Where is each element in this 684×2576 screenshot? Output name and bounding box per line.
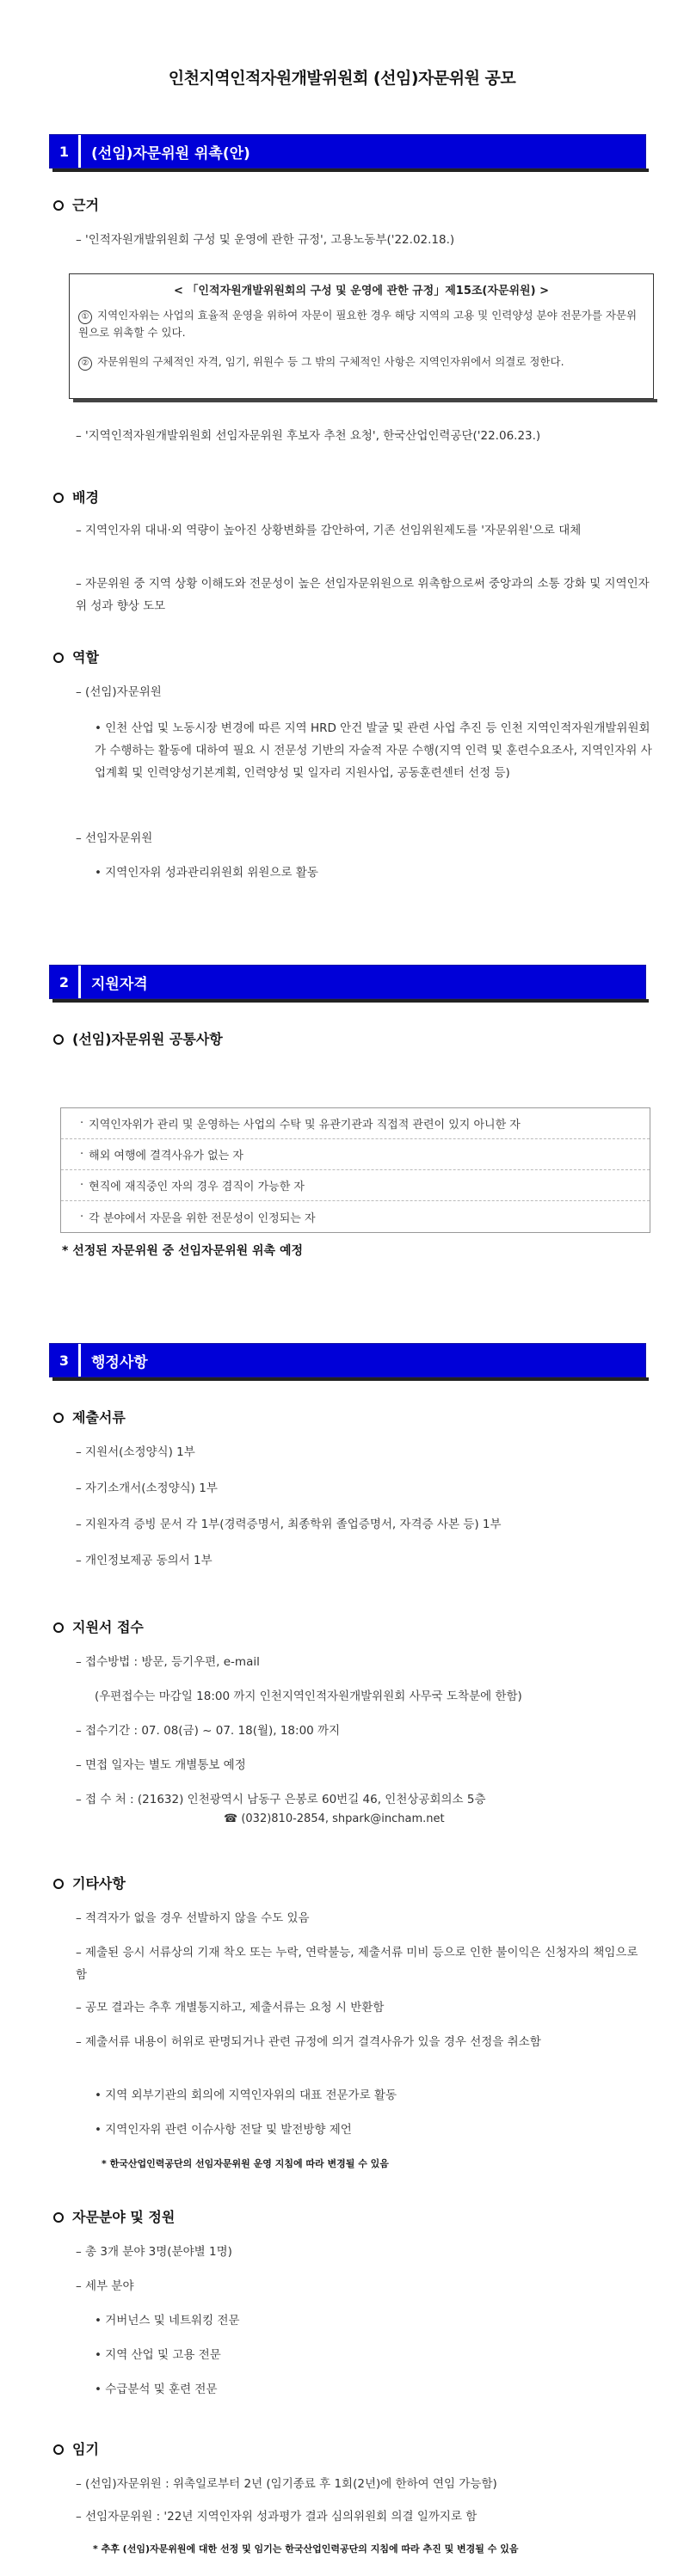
document-item: – 지원서(소정양식) 1부 <box>76 1441 652 1463</box>
basis-item: – '인적자원개발위원회 구성 및 운영에 관한 규정', 고용노동부('22.02.18.) <box>76 229 652 251</box>
subheading-term: 임기 <box>53 2438 99 2458</box>
subheading-receipt: 지원서 접수 <box>53 1616 144 1636</box>
role-item: – (선임)자문위원 <box>76 681 652 703</box>
document-item: – 지원자격 증빙 문서 각 1부(경력증명서, 최종학위 졸업증명서, 자격증 사본 등) 1부 <box>76 1513 652 1536</box>
section-title: (선임)자문위원 위촉(안) <box>81 135 645 168</box>
other-detail: • 지역 외부기관의 회의에 지역인자위의 대표 전문가로 활동 <box>95 2084 654 2107</box>
regulation-box <box>69 273 654 399</box>
role-detail: • 인천 산업 및 노동시장 변경에 따른 지역 HRD 안건 발굴 및 관련 사업 추진 등 인천 지역인적자원개발위원회가 수행하는 활동에 대하여 필요 시 전문성 기반의 자술적 자문 수행(지역 인력 및 훈련수요조사, 지역인자위 사업계획 및 인력양성기본계획, 인력양성 및 일자리 지원사업, 공동훈련센터 선정 등) <box>95 717 654 784</box>
other-note: * 한국산업인력공단의 선임자문위원 운영 지침에 따라 변경될 수 있음 <box>102 2158 389 2169</box>
circle-bullet-icon <box>53 1034 64 1045</box>
circle-bullet-icon <box>53 1413 64 1423</box>
document-item: – 개인정보제공 동의서 1부 <box>76 1549 652 1572</box>
selection-note: * 선정된 자문위원 중 선임자문위원 위촉 예정 <box>62 1244 303 1258</box>
other-item: – 공모 결과는 추후 개별통지하고, 제출서류는 요청 시 반환함 <box>76 1996 652 2019</box>
section-number: 2 <box>50 966 81 998</box>
field-detail: • 지역 산업 및 고용 전문 <box>95 2344 654 2366</box>
other-item: – 제출된 응시 서류상의 기재 착오 또는 누락, 연락불능, 제출서류 미비 등으로 인한 불이익은 신청자의 책임으로 함 <box>76 1941 652 1986</box>
receipt-item: – 접수방법 : 방문, 등기우편, e-mail <box>76 1651 652 1673</box>
field-item: – 총 3개 분야 3명(분야별 1명) <box>76 2241 652 2263</box>
subheading-common: (선임)자문위원 공통사항 <box>53 1028 223 1048</box>
subheading-documents: 제출서류 <box>53 1407 126 1426</box>
circle-bullet-icon <box>53 653 64 663</box>
circle-bullet-icon <box>53 2444 64 2455</box>
regulation-box-title: < 「인적자원개발위원회의 구성 및 운영에 관한 규정」제15조(자문위원) > <box>174 285 549 297</box>
section-header-3 <box>49 1343 646 1377</box>
circle-bullet-icon <box>53 200 64 211</box>
receipt-note: (우편접수는 마감일 18:00 까지 인천지역인적자원개발위원회 사무국 도착분에 한함) <box>95 1690 522 1703</box>
field-item: – 세부 분야 <box>76 2275 652 2297</box>
circle-bullet-icon <box>53 1879 64 1889</box>
regulation-clause-1: ① 지역인자위는 사업의 효율적 운영을 위하여 자문이 필요한 경우 해당 지역의 고용 및 인력양성 분야 전문가를 자문위원으로 위촉할 수 있다. <box>78 309 638 339</box>
other-item: – 제출서류 내용이 허위로 판명되거나 관련 규정에 의거 결격사유가 있을 경우 선정을 취소함 <box>76 2031 652 2053</box>
role-item: – 선임자문위원 <box>76 827 652 849</box>
section-header-2 <box>49 965 646 999</box>
subheading-other: 기타사항 <box>53 1873 126 1892</box>
term-item: – (선임)자문위원 : 위촉일로부터 2년 (임기종료 후 1회(2년)에 한하여 연임 가능함) <box>76 2473 652 2495</box>
subheading-basis: 근거 <box>53 194 99 214</box>
term-item: – 선임자문위원 : '22년 지역인자위 성과평가 결과 심의위원회 의결 일까지로 함 <box>76 2505 652 2528</box>
subheading-field: 자문분야 및 정원 <box>53 2206 175 2226</box>
qualification-item: · 현직에 재직중인 자의 경우 겸직이 가능한 자 <box>61 1170 650 1201</box>
receipt-item: – 면접 일자는 별도 개별통보 예정 <box>76 1754 652 1776</box>
field-detail: • 거버넌스 및 네트워킹 전문 <box>95 2309 654 2332</box>
receipt-item: – 접수기간 : 07. 08(금) ~ 07. 18(월), 18:00 까지 <box>76 1720 652 1742</box>
qualification-item: · 지역인자위가 관리 및 운영하는 사업의 수탁 및 유관기관과 직접적 관련이 있지 아니한 자 <box>61 1108 650 1139</box>
circle-bullet-icon <box>53 1622 64 1633</box>
role-detail: • 지역인자위 성과관리위원회 위원으로 활동 <box>95 862 654 884</box>
qualification-item: · 각 분야에서 자문을 위한 전문성이 인정되는 자 <box>61 1201 650 1232</box>
basis-item: – '지역인적자원개발위원회 선임자문위원 후보자 추천 요청', 한국산업인력공단('22.06.23.) <box>76 425 652 447</box>
section-number: 1 <box>50 135 81 168</box>
regulation-clause-2: ② 자문위원의 구체적인 자격, 임기, 위원수 등 그 밖의 구체적인 사항은 지역인자위에서 의결로 정한다. <box>78 353 646 371</box>
circle-bullet-icon <box>53 493 64 503</box>
section-number: 3 <box>50 1344 81 1377</box>
other-item: – 적격자가 없을 경우 선발하지 않을 수도 있음 <box>76 1907 652 1929</box>
page-title: 인천지역인적자원개발위원회 (선임)자문위원 공모 <box>168 69 516 88</box>
background-item: – 지역인자위 대내·외 역량이 높아진 상황변화를 감안하여, 기존 선임위원제도를 '자문위원'으로 대체 <box>76 519 652 542</box>
qualification-item: · 해외 여행에 결격사유가 없는 자 <box>61 1139 650 1170</box>
term-note: * 추후 (선임)자문위원에 대한 선정 및 임기는 한국산업인력공단의 지침에 따라 추진 및 변경될 수 있음 <box>93 2543 519 2555</box>
section-header-1 <box>49 134 646 169</box>
section-title: 지원자격 <box>81 966 645 998</box>
document-item: – 자기소개서(소정양식) 1부 <box>76 1477 652 1500</box>
subheading-role: 역할 <box>53 647 99 666</box>
field-detail: • 수급분석 및 훈련 전문 <box>95 2378 654 2401</box>
background-item: – 자문위원 중 지역 상황 이해도와 전문성이 높은 선임자문위원으로 위촉함으로써 중앙과의 소통 강화 및 지역인자위 성과 향상 도모 <box>76 573 652 617</box>
other-detail: • 지역인자위 관련 이슈사항 전달 및 발전방향 제언 <box>95 2119 654 2141</box>
circle-bullet-icon <box>53 2212 64 2223</box>
subheading-background: 배경 <box>53 487 99 506</box>
contact-info: ☎ (032)810-2854, shpark@incham.net <box>224 1812 445 1825</box>
qualification-list <box>60 1107 650 1233</box>
section-title: 행정사항 <box>81 1344 645 1377</box>
receipt-item: – 접 수 처 : (21632) 인천광역시 남동구 은봉로 60번길 46, 인천상공회의소 5층 <box>76 1788 652 1811</box>
